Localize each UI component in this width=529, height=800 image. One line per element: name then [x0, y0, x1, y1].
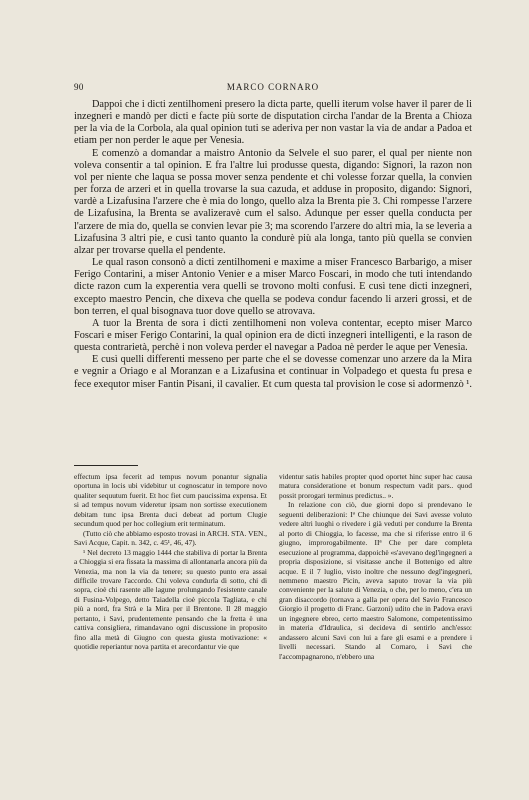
page-number: 90 [74, 82, 84, 92]
footnote-paragraph: ¹ Nel decreto 13 maggio 1444 che stabiliva di portar la Brenta a Chioggia si era fissata la massima di allontanarla ancora più da Venezia, ma non la via da tenere; su questo punto era assai difficile trovare l'accordo. Chi voleva condurla di sotto, chi di sopra, cioè chi rasente alle lagune prolungando l'esistente canale di Fusina-Volpego, detto Taiadella cioè piccola Tagliata, e chi più a nord, fra Strà e la Mira per il Brentone. Il 28 maggio pertanto, i Savi, prudentemente pensando che la fretta è una cattiva consigliera, rimandavano ogni discussione in proposito fino alla metà di Giugno con questa giusta motivazione: « quotidie reperiantur nova partita et arecordantur vie que [74, 547, 267, 652]
running-title: MARCO CORNARO [226, 82, 320, 92]
paragraph: E comenzò a domandar a maistro Antonio da Selvele el suo parer, el qual per niente non voleva consentir a tal opinion. E fra l'altre lui produsse questa, digando: Signori, la razon non vol per niente che laqua se possa mover senza pendente et chi volesse forzar quella, la convien per forza de arzeri et in quella trovarse la sua cazuda, et adduse in proposito, digando: Signori, vardè a Lizafusina l'arzere che è mia do longo, quello alza la Brenta pie 3. Chi rompesse l'arzere de Lizafusina, la Brenta se avalizeravè cum el salso. Adunque per esser quella conducta per l'arzere de mia do, quella se convien levar pie 3; ma scorendo l'arzere do altri mia, la se leveria a Lizafusina 3 altri pie, e cusì tanto quanto la condurè più ala longa, tanto più quella se convien alzar per trovarse quella el pendente. [74, 147, 472, 256]
paragraph: Dappoi che i dicti zentilhomeni presero la dicta parte, quelli iterum volse haver il parer de li inzegneri e mandò per dicti e facte più sorte de disputation circha l'andar de la Brenta a Chioza per la via de la Corbola, ala qual opinion tuti se aderiva per non vastar la via de andar a Padoa et etiam per non perder le aque per Venesia. [74, 99, 472, 147]
footnote-paragraph: (Tutto ciò che abbiamo esposto trovasi in ARCH. STA. VEN., Savi Acque, Capit. n. 342, c. 45¹, 46, 47). [74, 528, 267, 548]
footnotes-left-column [74, 472, 267, 661]
footnote-paragraph: videntur satis habiles propter quod oportet hinc super hac causa matura consideratione et bonum respectum vadit pars.. quod possit prorogari terminus predictus.. ». [279, 472, 472, 500]
footnotes-right-column [279, 472, 472, 661]
paragraph: Le qual rason consonò a dicti zentilhomeni e maxime a miser Francesco Barbarigo, a miser Ferigo Contarini, a miser Antonio Venier e a miser Marco Foscari, in modo che tuti intendando dicte razon cum la experentia vera quelli se trovono molti confusi. E cusì tene dicti inzegneri, excepto maestro Pencin, che dixeva che quella se podeva condur facendo li arzeri grossi, et de bon terren, el qual bisognava tuor dove quello se atrovava. [74, 257, 472, 317]
main-text [74, 99, 472, 391]
running-header [74, 82, 472, 94]
footnote-paragraph: effectum ipsa fecerit ad tempus novum ponantur signalia oportuna in locis ubi videbitur ut cognoscatur in tempore novo qualiter sequutum fuerit. Et hoc fiet cum paucissima expensa. Et si ad tempus novum videretur ipsam non sortisse executionem debitam tunc ipsa Brenta duci debeat ad portum Clugie secundum quod per hoc collegium erit terminatum. [74, 472, 267, 529]
footnote-separator [74, 465, 138, 466]
footnotes [74, 472, 472, 661]
footnote-paragraph: In relazione con ciò, due giorni dopo si prendevano le seguenti deliberazioni: Iª Che chiunque dei Savi avesse voluto vedere altri luoghi o rivedere i già veduti per condurre la Brenta al porto di Chioggia, lo facesse, ma che si riferisse entro il 6 giugno, improrogabilmente. IIª Che per dare completa esecuzione al programma, dappoichè «s'avevano degl'ingegneri a propria disposizione, si visitasse anche il Bottenigo ed altre acque. E il 7 luglio, visto inoltre che nessuno degl'ingegneri, nemmeno maestro Picin, aveva saputo trovar la via più conveniente per la salute di Venezia, o che, per lo meno, c'era un gran disaccordo (tornava a galla per opera del Savio Francesco Giorgio il progetto di Franc. Garzoni) udito che in Padova eravi un ingegnere ebreo, certo maestro Salomone, competentissimo in materia d'Idraulica, si decideva di sentirlo anch'esso: andassero alcuni Savi con lui a fare gli esami e a prendere i livelli necessari. Stando al Cornaro, i Savi che l'accompagnarono, n'ebbero una [279, 500, 472, 661]
paragraph: A tuor la Brenta de sora i dicti zentilhomeni non voleva contentar, ecepto miser Marco Foscari e miser Ferigo Contarini, la qual opinion era de dicti inzegneri intelligenti, e la rason de questa contrarietà, perchè i non voleva perder el navegar a Padoa nè perder le aque per Venesia. [74, 317, 472, 354]
paragraph: E cusì quelli differenti messeno per parte che el se dovesse comenzar uno arzere da la Mira e vegnir a Oriago e al Moranzan e a Lizafusina et continuar in Volpadego et questa fu presa e fece exequtor miser Fantin Pisani, il cavalier. Et cum questa tal provision le cose si adormenzò ¹. [74, 354, 472, 390]
